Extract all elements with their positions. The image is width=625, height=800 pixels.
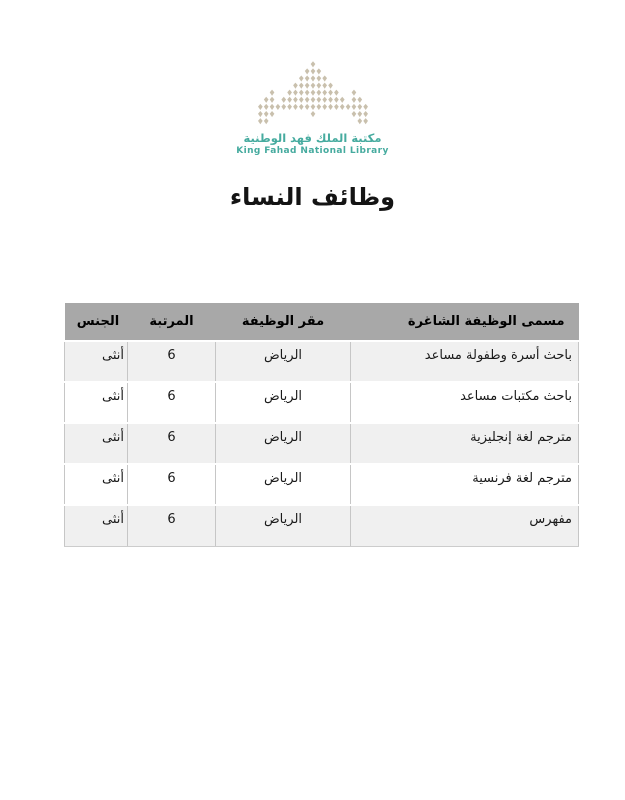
jobs-table (64, 303, 579, 547)
table-row (65, 464, 579, 505)
gender-cell: أنثى (65, 505, 128, 546)
column-header-job-title: مسمى الوظيفة الشاغرة (351, 303, 579, 341)
column-header-grade: المرتبة (128, 303, 216, 341)
location-cell: الرياض (216, 464, 351, 505)
table-header-row (65, 303, 579, 341)
library-logo (0, 58, 625, 157)
page-title: وظائف النساء (229, 183, 396, 211)
job-title-cell: باحث مكتبات مساعد (351, 382, 579, 423)
column-header-gender: الجنس (65, 303, 128, 341)
gender-cell: أنثى (65, 341, 128, 382)
grade-cell: 6 (128, 382, 216, 423)
grade-cell: 6 (128, 464, 216, 505)
job-title-cell: باحث أسرة وطفولة مساعد (351, 341, 579, 382)
grade-cell: 6 (128, 423, 216, 464)
grade-cell: 6 (128, 505, 216, 546)
logo-english-name: King Fahad National Library (236, 146, 389, 156)
location-cell: الرياض (216, 505, 351, 546)
table-row (65, 382, 579, 423)
column-header-location: مقر الوظيفة (216, 303, 351, 341)
location-cell: الرياض (216, 341, 351, 382)
location-cell: الرياض (216, 382, 351, 423)
table-row (65, 341, 579, 382)
location-cell: الرياض (216, 423, 351, 464)
library-emblem-icon (252, 58, 374, 130)
job-title-cell: مفهرس (351, 505, 579, 546)
grade-cell: 6 (128, 341, 216, 382)
gender-cell: أنثى (65, 382, 128, 423)
job-title-cell: مترجم لغة فرنسية (351, 464, 579, 505)
job-title-cell: مترجم لغة إنجليزية (351, 423, 579, 464)
table-row (65, 505, 579, 546)
gender-cell: أنثى (65, 423, 128, 464)
logo-arabic-name: مكتبة الملك فهد الوطنية (243, 131, 382, 145)
table-row (65, 423, 579, 464)
gender-cell: أنثى (65, 464, 128, 505)
